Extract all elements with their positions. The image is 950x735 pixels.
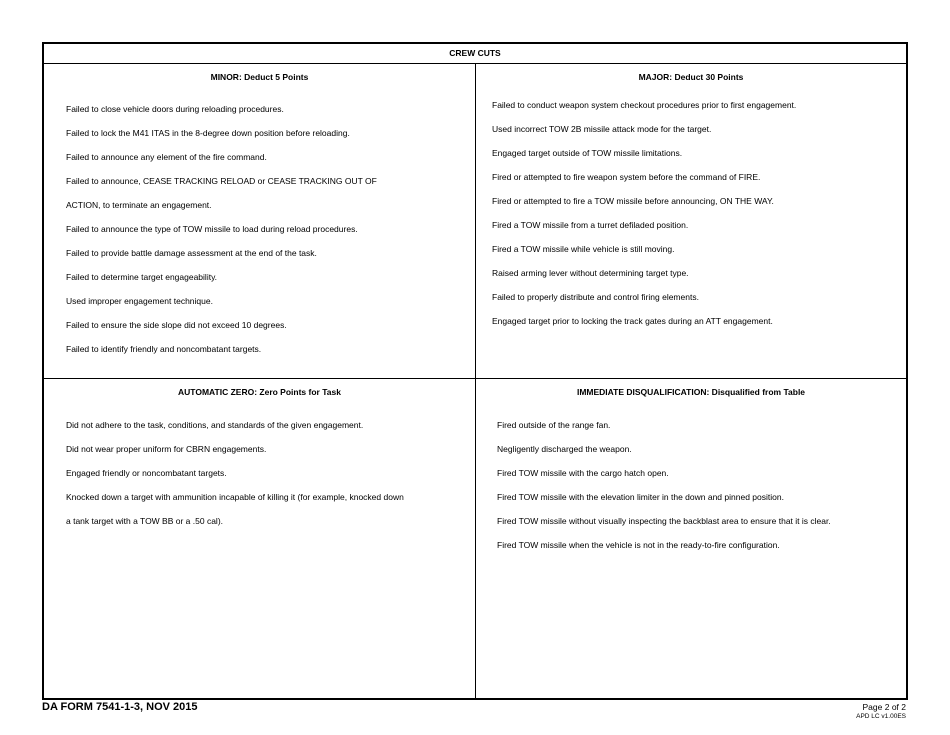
disqualification-title: IMMEDIATE DISQUALIFICATION: Disqualified from Table (576, 387, 806, 397)
disqualification-section (476, 379, 906, 698)
list-item: Fired outside of the range fan. (497, 420, 611, 430)
list-item: Failed to conduct weapon system checkout procedures prior to first engagement. (492, 100, 797, 110)
list-item: Used incorrect TOW 2B missile attack mode for the target. (492, 124, 712, 134)
list-item: Failed to identify friendly and noncombatant targets. (66, 344, 262, 354)
list-item: Failed to announce, CEASE TRACKING RELOAD or CEASE TRACKING OUT OF (66, 176, 377, 186)
list-item: Did not wear proper uniform for CBRN engagements. (66, 444, 267, 454)
major-section (476, 64, 906, 378)
list-item: Failed to close vehicle doors during reloading procedures. (66, 104, 284, 114)
list-item: Fired or attempted to fire a TOW missile before announcing, ON THE WAY. (492, 196, 774, 206)
list-item: Fired TOW missile with the elevation limiter in the down and pinned position. (497, 492, 784, 502)
list-item: a tank target with a TOW BB or a .50 cal). (66, 516, 224, 526)
disqualification-list (497, 413, 831, 557)
list-item: Fired a TOW missile while vehicle is still moving. (492, 244, 675, 254)
list-item: Fired TOW missile with the cargo hatch open. (497, 468, 669, 478)
page-number: Page 2 of 2 (862, 702, 906, 712)
minor-section (44, 64, 475, 378)
crew-cuts-title: CREW CUTS (44, 44, 906, 64)
list-item: Knocked down a target with ammunition incapable of killing it (for example, knocked down (66, 492, 404, 502)
major-list (492, 93, 796, 333)
list-item: Fired or attempted to fire weapon system before the command of FIRE. (492, 172, 761, 182)
list-item: Engaged target outside of TOW missile limitations. (492, 148, 683, 158)
page-info (856, 702, 906, 721)
form-frame (42, 42, 908, 700)
list-item: Failed to determine target engageability. (66, 272, 218, 282)
list-item: Fired TOW missile when the vehicle is not in the ready-to-fire configuration. (497, 540, 780, 550)
list-item: Failed to ensure the side slope did not exceed 10 degrees. (66, 320, 287, 330)
auto-zero-section (44, 379, 475, 698)
minor-list (66, 97, 377, 361)
list-item: Raised arming lever without determining target type. (492, 268, 689, 278)
list-item: Fired TOW missile without visually inspecting the backblast area to ensure that it is clear. (497, 516, 831, 526)
list-item: Fired a TOW missile from a turret defiladed position. (492, 220, 689, 230)
list-item: Used improper engagement technique. (66, 296, 213, 306)
list-item: Failed to announce the type of TOW missile to load during reload procedures. (66, 224, 358, 234)
list-item: Failed to properly distribute and control firing elements. (492, 292, 699, 302)
list-item: Engaged friendly or noncombatant targets. (66, 468, 227, 478)
minor-title: MINOR: Deduct 5 Points (210, 72, 309, 82)
list-item: ACTION, to terminate an engagement. (66, 200, 212, 210)
list-item: Failed to provide battle damage assessment at the end of the task. (66, 248, 317, 258)
list-item: Did not adhere to the task, conditions, and standards of the given engagement. (66, 420, 364, 430)
major-title: MAJOR: Deduct 30 Points (638, 72, 744, 82)
form-number: DA FORM 7541-1-3, NOV 2015 (42, 701, 198, 713)
list-item: Engaged target prior to locking the track gates during an ATT engagement. (492, 316, 773, 326)
auto-zero-title: AUTOMATIC ZERO: Zero Points for Task (178, 387, 341, 397)
auto-zero-list (66, 413, 404, 533)
version-label: APD LC v1.00ES (856, 713, 906, 720)
list-item: Negligently discharged the weapon. (497, 444, 632, 454)
list-item: Failed to lock the M41 ITAS in the 8-degree down position before reloading. (66, 128, 350, 138)
list-item: Failed to announce any element of the fire command. (66, 152, 267, 162)
